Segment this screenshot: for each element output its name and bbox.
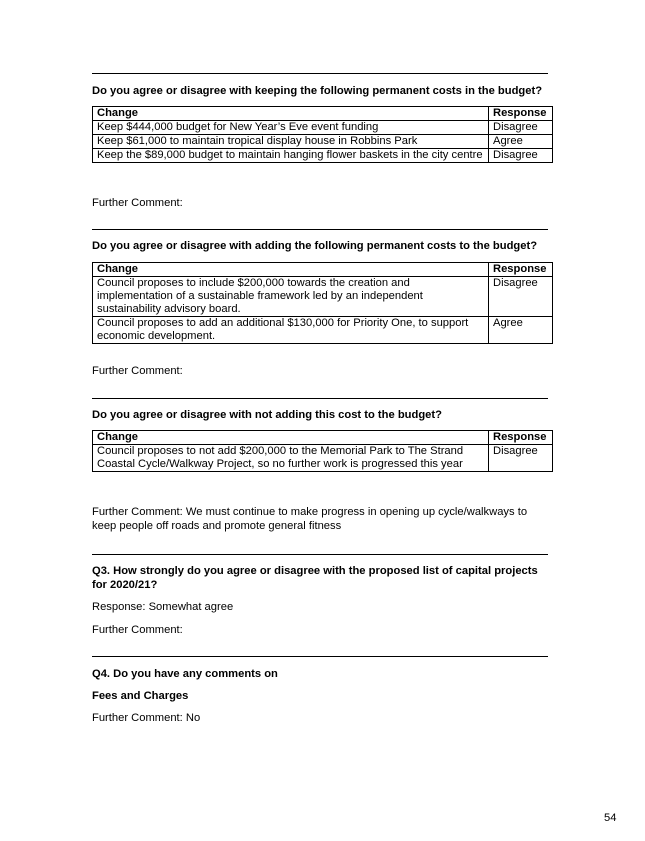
table-header-row	[93, 431, 553, 445]
header-change: Change	[93, 263, 489, 277]
divider	[92, 398, 548, 399]
not-adding-cost-table	[92, 430, 553, 472]
change-cell: Keep $444,000 budget for New Year’s Eve event funding	[93, 121, 489, 135]
header-change: Change	[93, 107, 489, 121]
divider	[92, 73, 548, 74]
header-response: Response	[489, 107, 553, 121]
header-response: Response	[489, 263, 553, 277]
response-cell: Disagree	[489, 121, 553, 135]
table-header-row	[93, 107, 553, 121]
table-row	[93, 317, 553, 344]
subheading-fees-charges: Fees and Charges	[92, 690, 189, 702]
question-not-adding-cost: Do you agree or disagree with not adding this cost to the budget?	[92, 409, 442, 421]
add-costs-table	[92, 262, 553, 344]
table-row	[93, 121, 553, 135]
further-comment: Further Comment:	[92, 197, 183, 209]
further-comment: Further Comment:	[92, 365, 183, 377]
change-cell: Keep $61,000 to maintain tropical display house in Robbins Park	[93, 135, 489, 149]
question-add-costs: Do you agree or disagree with adding the following permanent costs to the budget?	[92, 240, 538, 252]
table-row	[93, 445, 553, 472]
further-comment: Further Comment:	[92, 624, 183, 636]
response-cell: Disagree	[489, 277, 553, 317]
table-header-row	[93, 263, 553, 277]
page-number: 54	[604, 812, 617, 824]
further-comment: Further Comment: No	[92, 712, 201, 724]
table-row	[93, 149, 553, 163]
question-keep-costs: Do you agree or disagree with keeping the following permanent costs in the budget?	[92, 85, 543, 97]
divider	[92, 656, 548, 657]
divider	[92, 229, 548, 230]
question-capital-projects: Q3. How strongly do you agree or disagree with the proposed list of capital projects for 2020/21?	[92, 565, 538, 591]
response-cell: Agree	[489, 135, 553, 149]
keep-costs-table	[92, 106, 553, 163]
change-cell: Keep the $89,000 budget to maintain hanging flower baskets in the city centre	[93, 149, 489, 163]
header-response: Response	[489, 431, 553, 445]
divider	[92, 554, 548, 555]
change-cell: Council proposes to add an additional $130,000 for Priority One, to support economic development.	[93, 317, 489, 344]
table-row	[93, 277, 553, 317]
further-comment: Further Comment: We must continue to make progress in opening up cycle/walkways to keep people off roads and promote general fitness	[92, 506, 528, 532]
change-cell: Council proposes to not add $200,000 to the Memorial Park to The Strand Coastal Cycle/Walkway Project, so no further work is progressed this year	[93, 445, 489, 472]
header-change: Change	[93, 431, 489, 445]
response-cell: Disagree	[489, 149, 553, 163]
change-cell: Council proposes to include $200,000 towards the creation and implementation of a sustainable framework led by an independent sustainability advisory board.	[93, 277, 489, 317]
response-text: Response: Somewhat agree	[92, 601, 234, 613]
response-cell: Disagree	[489, 445, 553, 472]
table-row	[93, 135, 553, 149]
response-cell: Agree	[489, 317, 553, 344]
question-comments: Q4. Do you have any comments on	[92, 668, 278, 680]
